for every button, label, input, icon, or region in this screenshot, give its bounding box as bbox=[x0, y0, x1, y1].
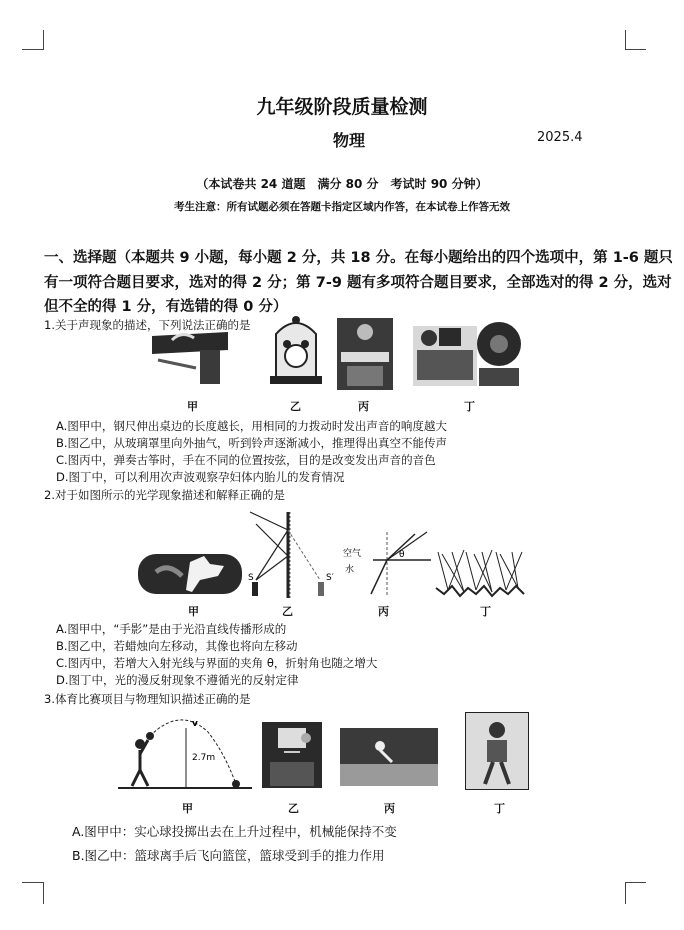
q1-figure-label-yi: 乙 bbox=[290, 400, 301, 413]
q2-label-water: 水 bbox=[345, 565, 355, 575]
question-3-stem: 3.体育比赛项目与物理知识描述正确的是 bbox=[44, 692, 251, 706]
q2-figure-label-jia: 甲 bbox=[188, 605, 199, 618]
exam-info: （本试卷共 24 道题 满分 80 分 考试时 90 分钟） bbox=[196, 177, 488, 191]
question-1-stem: 1.关于声现象的描述，下列说法正确的是 bbox=[44, 318, 251, 332]
q3-option-a: A.图甲中：实心球投掷出去在上升过程中，机械能保持不变 bbox=[72, 824, 397, 839]
q3-figure-label-bing: 丙 bbox=[384, 802, 395, 815]
crop-mark-top-left-v bbox=[43, 30, 44, 50]
q1-option-a: A.图甲中，钢尺伸出桌边的长度越长，用相同的力拨动时发出声音的响度越大 bbox=[56, 419, 447, 433]
exam-date: 2025.4 bbox=[537, 130, 583, 145]
q1-figure-jia-ruler bbox=[148, 328, 232, 386]
q2-figure-label-bing: 丙 bbox=[378, 605, 389, 618]
q1-option-b: B.图乙中，从玻璃罩里向外抽气，听到铃声逐渐减小，推理得出真空不能传声 bbox=[56, 436, 448, 450]
q3-label-height: 2.7m bbox=[192, 753, 216, 763]
q3-figure-jia-shot-put bbox=[118, 714, 254, 790]
subject-label: 物理 bbox=[333, 131, 366, 150]
q2-label-air: 空气 bbox=[343, 549, 362, 559]
section-heading-line-1: 一、选择题（本题共 9 小题，每小题 2 分，共 18 分。在每小题给出的四个选项中，第 1-6 题只 bbox=[44, 250, 673, 266]
q1-figure-label-bing: 丙 bbox=[358, 400, 369, 413]
q2-figure-ding-diffuse-reflection bbox=[434, 548, 526, 600]
q2-figure-yi-mirror bbox=[240, 508, 340, 600]
crop-mark-bottom-right-h bbox=[625, 882, 646, 883]
q1-figure-label-ding: 丁 bbox=[464, 400, 475, 413]
crop-mark-top-right-v bbox=[625, 30, 626, 50]
crop-mark-top-left-h bbox=[22, 49, 43, 50]
q2-label-s: S bbox=[248, 573, 254, 583]
q1-figure-bing-guzheng bbox=[337, 318, 393, 390]
q3-figure-bing-long-jump bbox=[340, 728, 438, 786]
crop-mark-top-right-h bbox=[625, 49, 646, 50]
section-heading-line-2: 有一项符合题目要求，选对的得 2 分；第 7-9 题有多项符合题目要求，全部选对的得 2 分，选对 bbox=[44, 275, 672, 291]
section-heading-line-3: 但不全的得 1 分，有选错的得 0 分） bbox=[44, 299, 288, 315]
exam-notice: 考生注意：所有试题必须在答题卡指定区域内作答，在本试卷上作答无效 bbox=[174, 201, 510, 213]
q3-figure-ding-running bbox=[465, 712, 529, 790]
q2-option-b: B.图乙中，若蜡烛向左移动，其像也将向左移动 bbox=[56, 639, 298, 653]
q3-figure-label-yi: 乙 bbox=[288, 802, 299, 815]
q2-option-d: D.图丁中，光的漫反射现象不遵循光的反射定律 bbox=[56, 673, 299, 687]
q3-figure-label-jia: 甲 bbox=[182, 802, 193, 815]
q3-figure-yi-basketball bbox=[262, 722, 322, 788]
q1-figure-label-jia: 甲 bbox=[187, 400, 198, 413]
q3-option-b: B.图乙中：篮球离手后飞向篮筐，篮球受到手的推力作用 bbox=[72, 848, 385, 863]
q1-figure-ding-ultrasound bbox=[413, 316, 523, 390]
q3-label-v: v bbox=[192, 719, 198, 729]
q1-option-c: C.图丙中，弹奏古筝时，手在不同的位置按弦，目的是改变发出声音的音色 bbox=[56, 453, 436, 467]
q2-option-a: A.图甲中，“手影”是由于光沿直线传播形成的 bbox=[56, 622, 287, 636]
q1-figure-yi-bell-jar bbox=[268, 310, 324, 388]
q3-figure-label-ding: 丁 bbox=[494, 802, 505, 815]
q1-option-d: D.图丁中，可以利用次声波观察孕妇体内胎儿的发育情况 bbox=[56, 470, 345, 484]
q2-label-theta: θ bbox=[399, 550, 405, 560]
q2-option-c: C.图丙中，若增大入射光线与界面的夹角 θ，折射角也随之增大 bbox=[56, 656, 378, 670]
q2-figure-bing-refraction bbox=[343, 530, 433, 598]
crop-mark-bottom-right-v bbox=[625, 882, 626, 904]
crop-mark-bottom-left-v bbox=[43, 882, 44, 904]
q2-figure-label-yi: 乙 bbox=[282, 605, 293, 618]
crop-mark-bottom-left-h bbox=[22, 882, 43, 883]
q2-figure-jia-hand-shadow bbox=[138, 548, 242, 598]
exam-title: 九年级阶段质量检测 bbox=[256, 96, 428, 118]
question-2-stem: 2.对于如图所示的光学现象描述和解释正确的是 bbox=[44, 488, 285, 502]
q2-label-s-prime: S′ bbox=[326, 573, 334, 583]
q2-figure-label-ding: 丁 bbox=[480, 605, 491, 618]
